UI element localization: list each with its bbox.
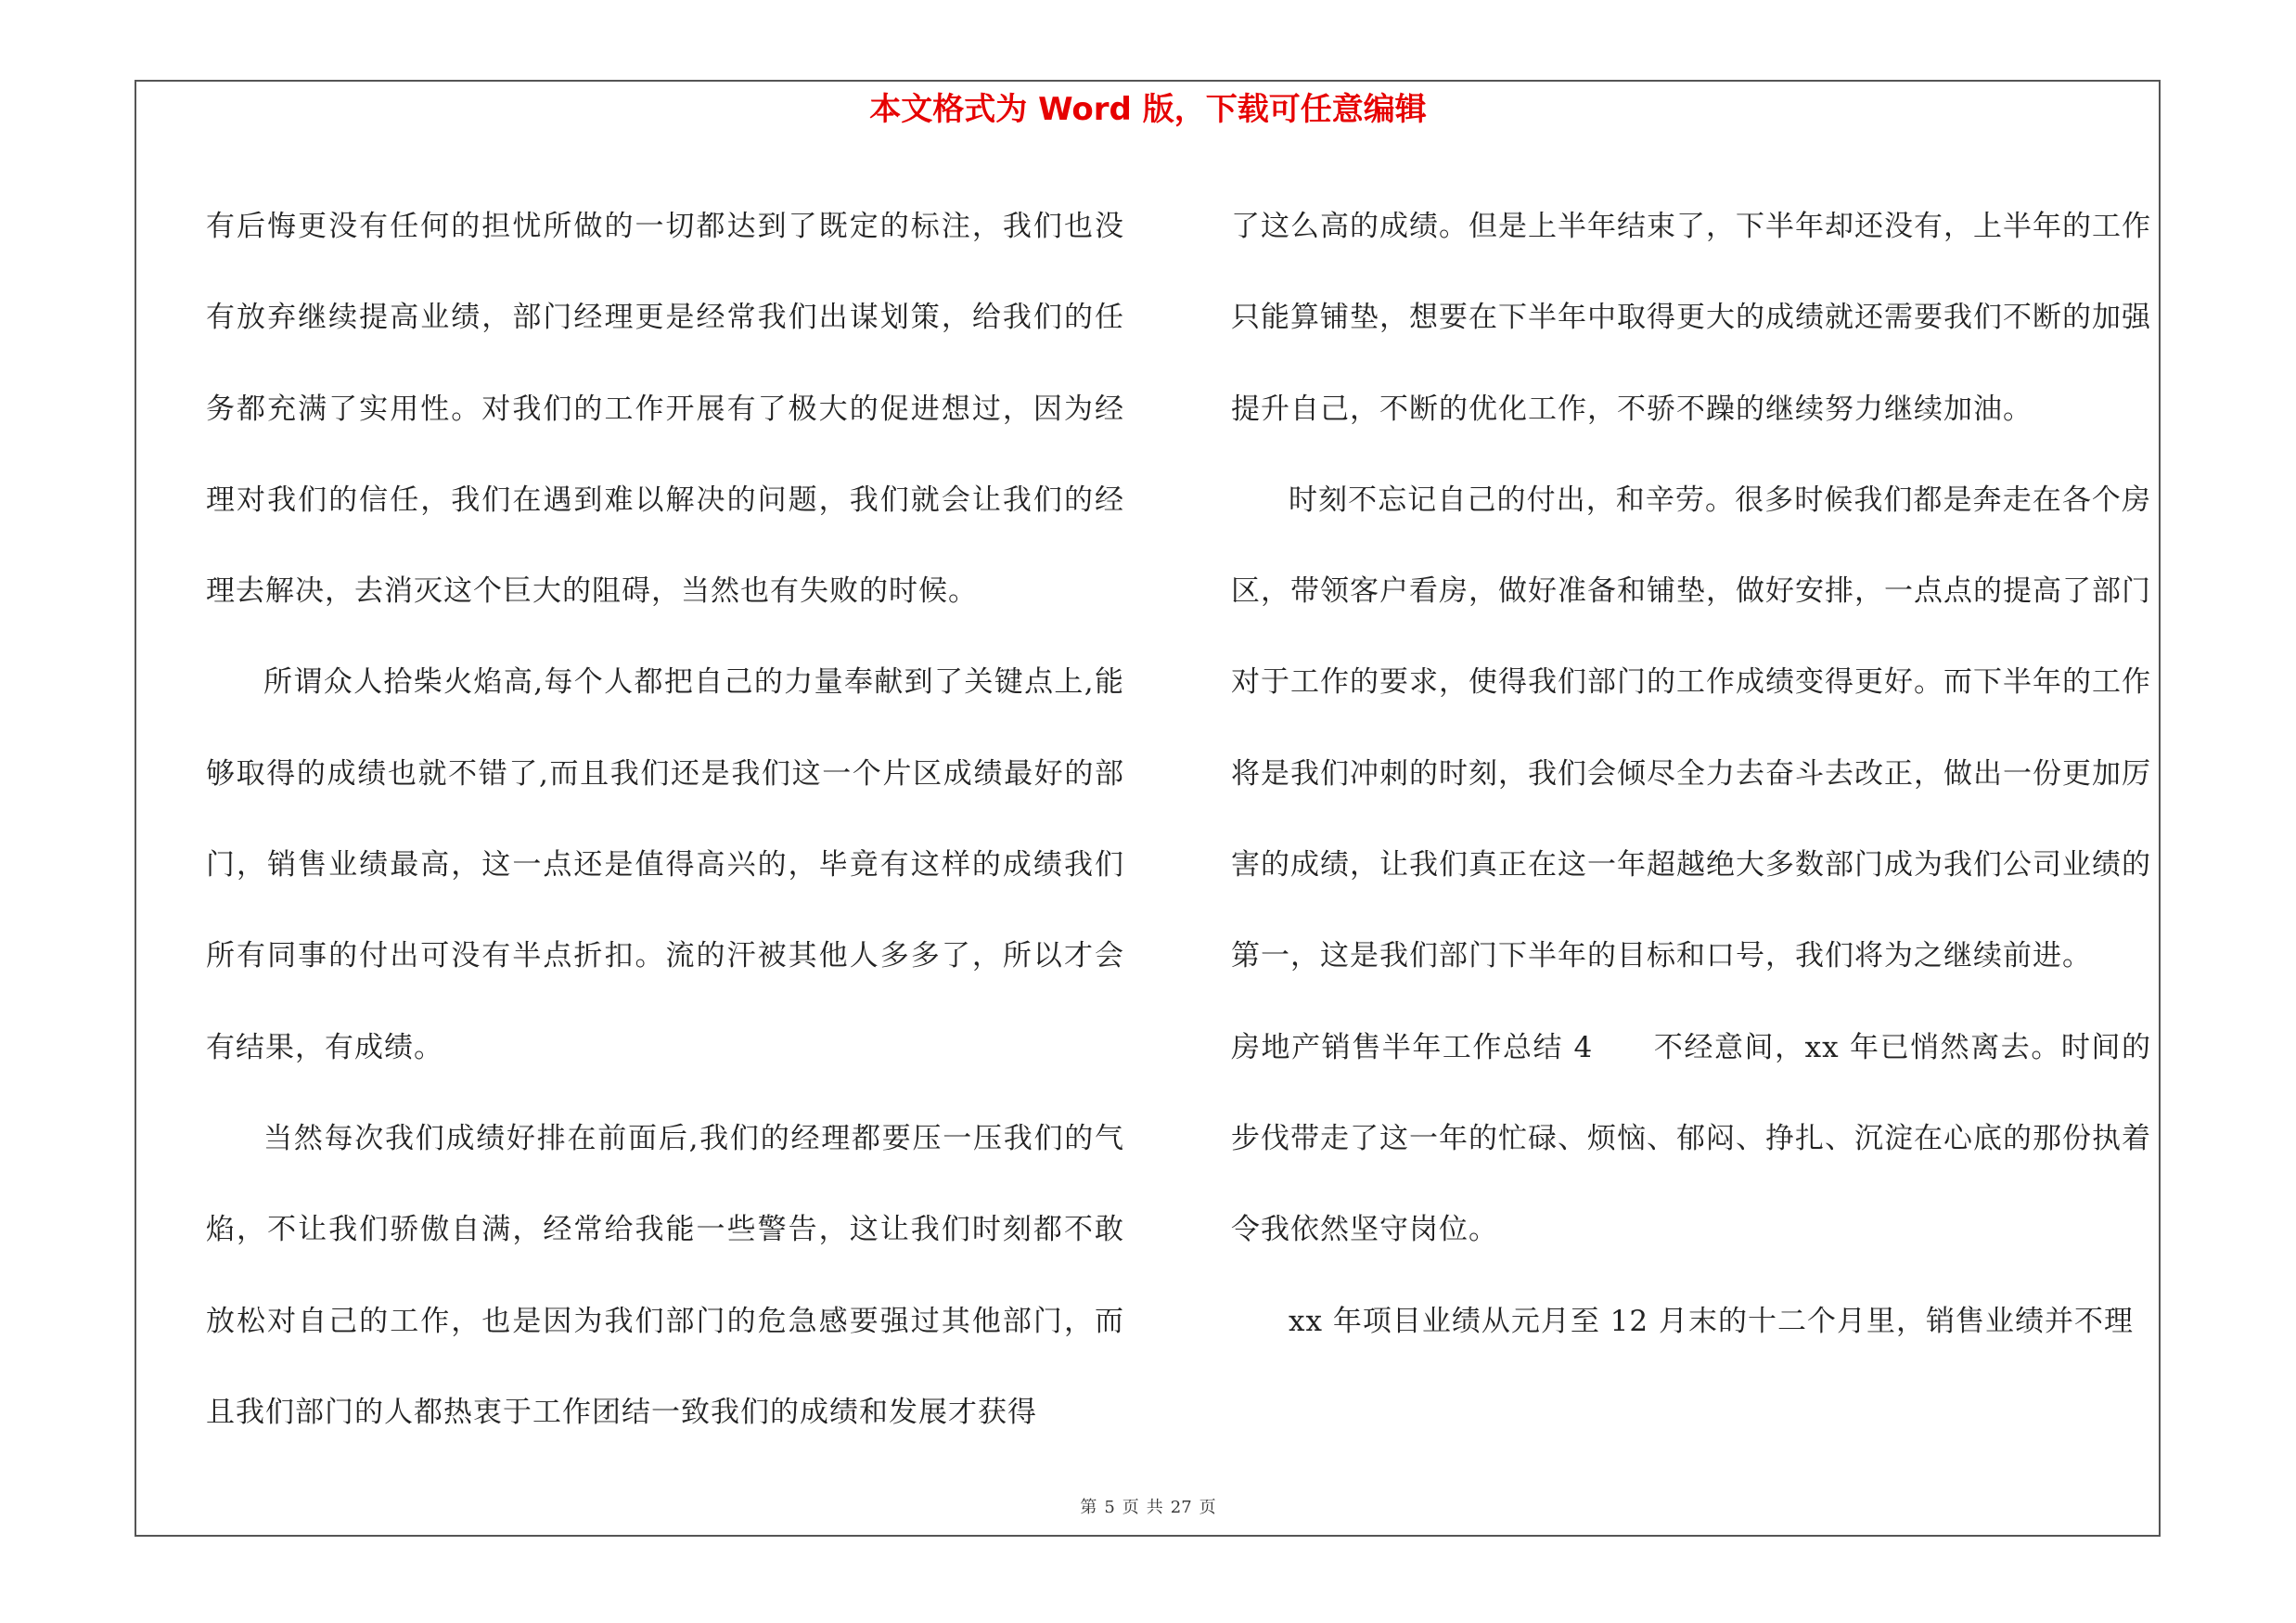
- right-paragraph-2: 时刻不忘记自己的付出，和辛劳。很多时候我们都是奔走在各个房区，带领客户看房，做好准备和铺垫，做好安排，一点点的提高了部门对于工作的要求，使得我们部门的工作成绩变得更好。而下半年的工作将是我们冲刺的时刻，我们会倾尽全力去奋斗去改正，做出一份更加厉害的成绩，让我们真正在这一年超越绝大多数部门成为我们公司业绩的第一，这是我们部门下半年的目标和口号，我们将为之继续前进。: [1231, 483, 2151, 973]
- footer-total-pages: 27: [1170, 1498, 1192, 1517]
- footer-total-unit: 页: [1199, 1498, 1216, 1517]
- left-column: [206, 181, 1124, 1458]
- footer-total-label: 共: [1146, 1498, 1163, 1517]
- right-column: [1231, 181, 2151, 1367]
- page-footer: [0, 1496, 2296, 1520]
- left-paragraph-3: 当然每次我们成绩好排在前面后,我们的经理都要压一压我们的气焰，不让我们骄傲自满，经常给我能一些警告，这让我们时刻都不敢放松对自己的工作，也是因为我们部门的危急感要强过其他部门，而且我们部门的人都热衷于工作团结一致我们的成绩和发展才获得: [206, 1121, 1124, 1429]
- left-paragraph-1: 有后悔更没有任何的担忧所做的一切都达到了既定的标注，我们也没有放弃继续提高业绩，部门经理更是经常我们出谋划策，给我们的任务都充满了实用性。对我们的工作开展有了极大的促进想过，因为经理对我们的信任，我们在遇到难以解决的问题，我们就会让我们的经理去解决，去消灭这个巨大的阻碍，当然也有失败的时候。: [206, 210, 1124, 609]
- footer-current-page: 5: [1104, 1498, 1115, 1517]
- header-banner: 本文格式为 Word 版，下载可任意编辑: [869, 91, 1427, 128]
- right-paragraph-4: xx 年项目业绩从元月至 12 月末的十二个月里，销售业绩并不理: [1289, 1304, 2134, 1338]
- left-paragraph-2: 所谓众人拾柴火焰高,每个人都把自己的力量奉献到了关键点上,能够取得的成绩也就不错了,而且我们还是我们这一个片区成绩最好的部门，销售业绩最高，这一点还是值得高兴的，毕竟有这样的成绩我们所有同事的付出可没有半点折扣。流的汗被其他人多多了，所以才会有结果，有成绩。: [206, 665, 1124, 1064]
- footer-page-unit: 页: [1122, 1498, 1139, 1517]
- footer-page-label: 第: [1080, 1498, 1097, 1517]
- right-paragraph-3: 房地产销售半年工作总结 4 不经意间，xx 年已悄然离去。时间的步伐带走了这一年的忙碌、烦恼、郁闷、挣扎、沉淀在心底的那份执着令我依然坚守岗位。: [1231, 1030, 2151, 1247]
- right-paragraph-1: 了这么高的成绩。但是上半年结束了，下半年却还没有，上半年的工作只能算铺垫，想要在下半年中取得更大的成绩就还需要我们不断的加强提升自己，不断的优化工作，不骄不躁的继续努力继续加油。: [1231, 210, 2151, 426]
